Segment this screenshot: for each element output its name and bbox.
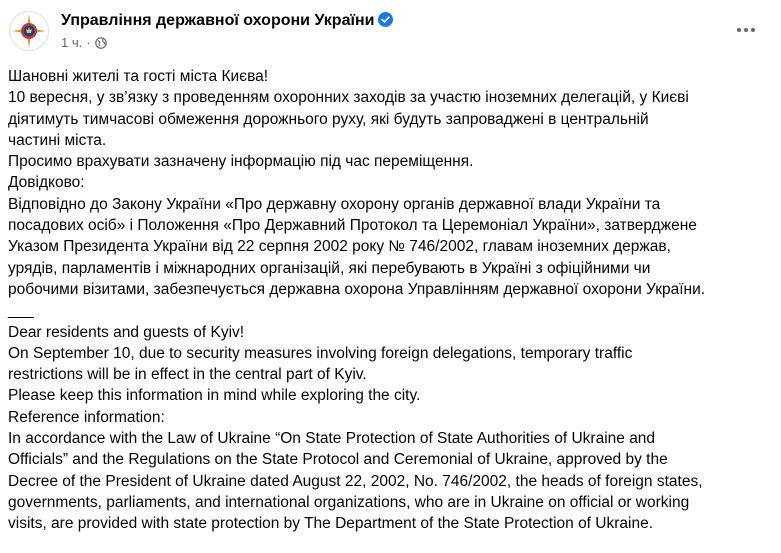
post-line: Please keep this information in mind while exploring the city.: [8, 387, 421, 405]
post-line: On September 10, due to security measures involving foreign delegations, temporary traffic: [8, 344, 633, 362]
post-line: посадових осіб» і Положення «Про Державний Протокол та Церемоніал України», затверджене: [8, 217, 697, 235]
post-line: Reference information:: [8, 408, 165, 426]
post-timestamp[interactable]: 1 ч.: [61, 35, 83, 50]
post-line: Шановні жителі та гості міста Києва!: [8, 68, 269, 85]
post-line: Officials” and the Regulations on the State Protocol and Ceremonial of Ukraine, approved by the: [8, 451, 668, 469]
post-line: діятимуть тимчасові обмеження дорожнього руху, які будуть запроваджені в центральній: [8, 110, 649, 128]
post-line: governments, parliaments, and international organizations, who are in Ukraine on official or working: [8, 493, 690, 511]
more-options-icon: [736, 27, 756, 33]
verified-badge-icon: [378, 12, 393, 27]
post-line: 10 вересня, у зв’язку з проведенням охоронних заходів за участю іноземних делегацій, у Києві: [8, 89, 689, 107]
post-line: Dear residents and guests of Kyiv!: [8, 323, 245, 341]
more-options-button[interactable]: [730, 16, 762, 44]
globe-icon[interactable]: [95, 37, 107, 49]
post-text: [8, 66, 776, 535]
page-name[interactable]: [61, 11, 393, 31]
emblem-icon: [10, 12, 48, 50]
post-header: [0, 0, 781, 62]
post-line: Відповідно до Закону України «Про державну охорону органів державної влади України та: [8, 195, 661, 213]
section-divider: ___: [8, 302, 34, 320]
post-line: Просимо врахувати зазначену інформацію під час переміщення.: [8, 153, 474, 171]
post-line: Указом Президента України від 22 серпня 2002 року № 746/2002, главам іноземних держав,: [8, 238, 671, 256]
post-meta: [61, 35, 107, 51]
meta-separator: ·: [86, 35, 91, 50]
post-line: робочими візитами, забезпечується державна охорона Управлінням державної охорони України.: [8, 280, 706, 298]
post-line: restrictions will be in effect in the central part of Kyiv.: [8, 366, 367, 384]
page-avatar[interactable]: [9, 11, 49, 51]
post-line: частині міста.: [8, 131, 107, 149]
post-line: Decree of the President of Ukraine dated August 22, 2002, No. 746/2002, the heads of foreign states,: [8, 472, 703, 490]
post-line: visits, are provided with state protection by The Department of the State Protection of Ukraine.: [8, 515, 654, 533]
page-name-text: Управління державної охорони України: [61, 12, 375, 29]
post-line: Довідково:: [8, 174, 85, 192]
post-line: урядів, парламентів і міжнародних організацій, які перебувають в Україні з офіційними чи: [8, 259, 651, 277]
post-line: In accordance with the Law of Ukraine “On State Protection of State Authorities of Ukraine and: [8, 430, 656, 448]
